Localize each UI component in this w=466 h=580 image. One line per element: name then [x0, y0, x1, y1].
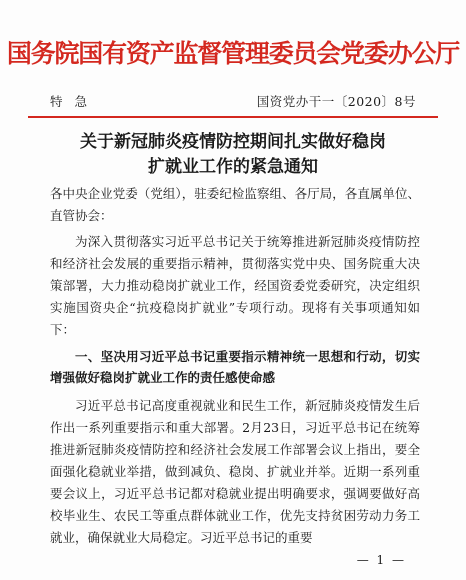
- section-1-heading: 一、坚决用习近平总书记重要指示精神统一思想和行动，切实增强做好稳岗扩就业工作的责任感使命感: [50, 349, 420, 385]
- addressee-paragraph: 各中央企业党委（党组），驻委纪检监察组、各厅局，各直属单位、直管协会：: [50, 186, 420, 223]
- section-1-paragraph: 习近平总书记高度重视就业和民生工作，新冠肺炎疫情发生后作出一系列重要指示和重大部署。2月23日，习近平总书记在统筹推进新冠肺炎疫情防控和经济社会发展工作部署会议上指出，要全面强化稳就业举措，做到减负、稳岗、扩就业并举。近期一系列重要会议上，习近平总书记都对稳就业提出明确要求，强调要做好高校毕业生、农民工等重点群体就业工作，优先支持贫困劳动力务工就业，确保就业大局稳定。习近平总书记的重要: [50, 398, 420, 545]
- title-line-2: 扩就业工作的紧急通知: [148, 157, 318, 177]
- document-number: 国资党办干一〔2020〕8号: [256, 94, 416, 109]
- intro-paragraph: 为深入贯彻落实习近平总书记关于统筹推进新冠肺炎疫情防控和经济社会发展的重要指示精神，贯彻落实党中央、国务院重大决策部署，大力推动稳岗扩就业工作，经国资委党委研究，决定组织实施国资央企“抗疫稳岗扩就业”专项行动。现将有关事项通知如下：: [50, 234, 420, 337]
- meta-row: [0, 92, 466, 112]
- urgency-label: 特急: [50, 94, 100, 109]
- document-title: [0, 130, 466, 180]
- red-divider-rule: [28, 116, 438, 118]
- issuer-masthead: 国务院国有资产监督管理委员会党委办公厅: [6, 39, 460, 68]
- title-line-1: 关于新冠肺炎疫情防控期间扎实做好稳岗: [80, 132, 386, 152]
- page-number: — 1 —: [356, 553, 406, 567]
